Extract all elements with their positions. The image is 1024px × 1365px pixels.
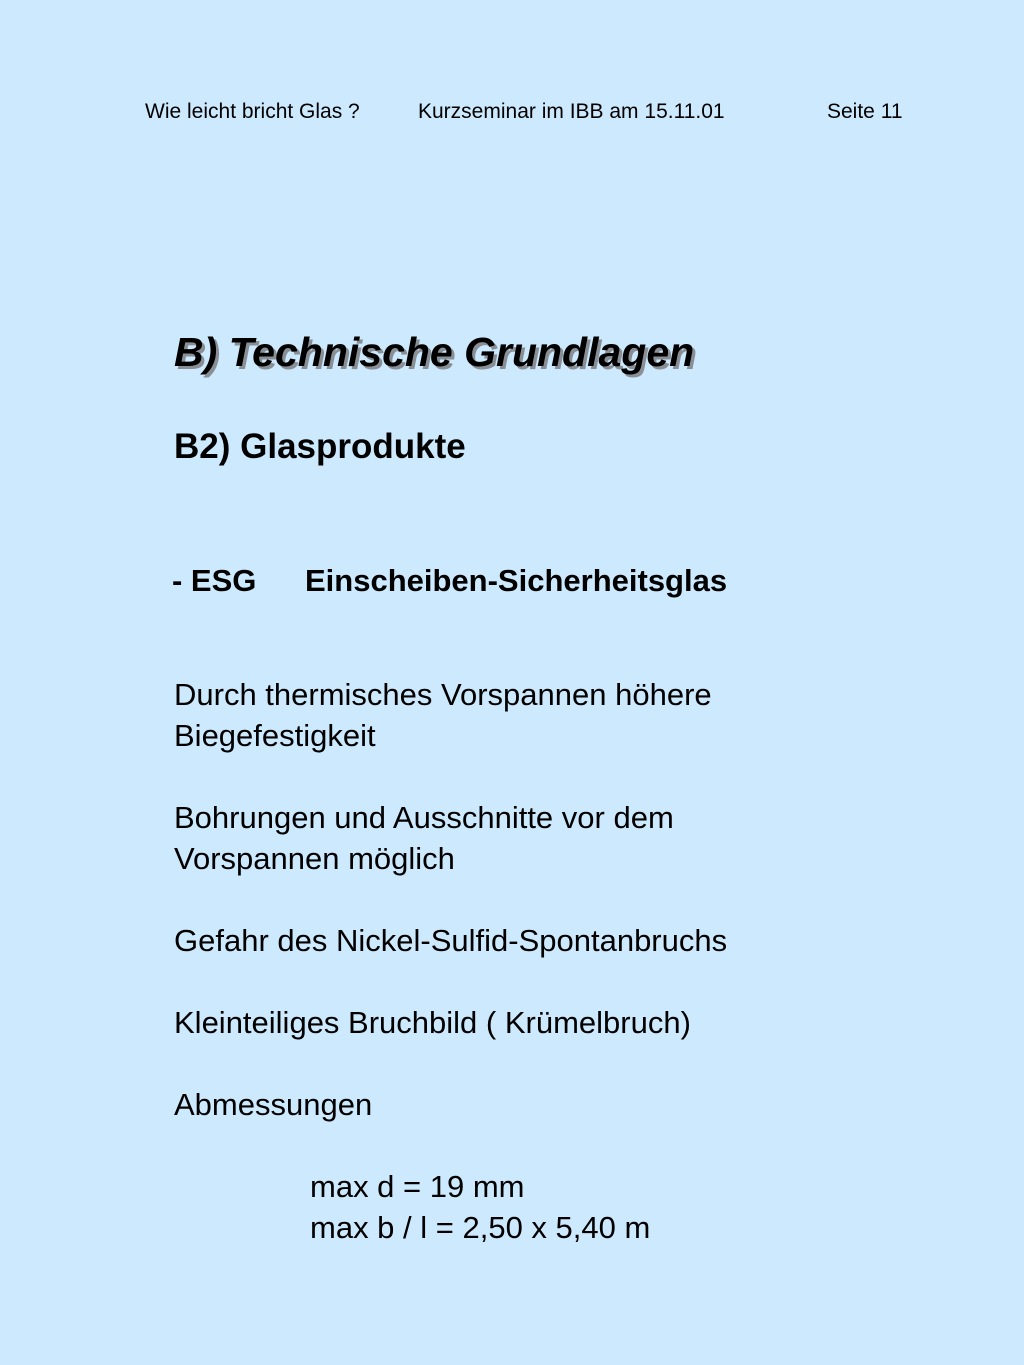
dimensions-label: Abmessungen	[174, 1087, 373, 1122]
section-title: B) Technische Grundlagen	[174, 329, 695, 375]
product-abbreviation: - ESG	[172, 563, 257, 598]
paragraph-fracture-pattern: Kleinteiliges Bruchbild ( Krümelbruch)	[174, 1005, 691, 1040]
paragraph-drilling-line-1: Bohrungen und Ausschnitte vor dem	[174, 800, 674, 835]
subsection-title: B2) Glasprodukte	[174, 427, 466, 466]
header-page-number: Seite 11	[827, 100, 903, 123]
dimension-size: max b / l = 2,50 x 5,40 m	[310, 1210, 651, 1245]
paragraph-drilling-line-2: Vorspannen möglich	[174, 841, 455, 876]
paragraph-nickel-sulfide: Gefahr des Nickel-Sulfid-Spontanbruchs	[174, 923, 728, 958]
paragraph-prestressing-line-2: Biegefestigkeit	[174, 718, 376, 753]
paragraph-prestressing-line-1: Durch thermisches Vorspannen höhere	[174, 677, 712, 712]
dimension-thickness: max d = 19 mm	[310, 1169, 525, 1204]
header-seminar-info: Kurzseminar im IBB am 15.11.01	[418, 100, 725, 123]
header-document-title: Wie leicht bricht Glas ?	[145, 100, 360, 123]
product-name: Einscheiben-Sicherheitsglas	[305, 563, 728, 598]
